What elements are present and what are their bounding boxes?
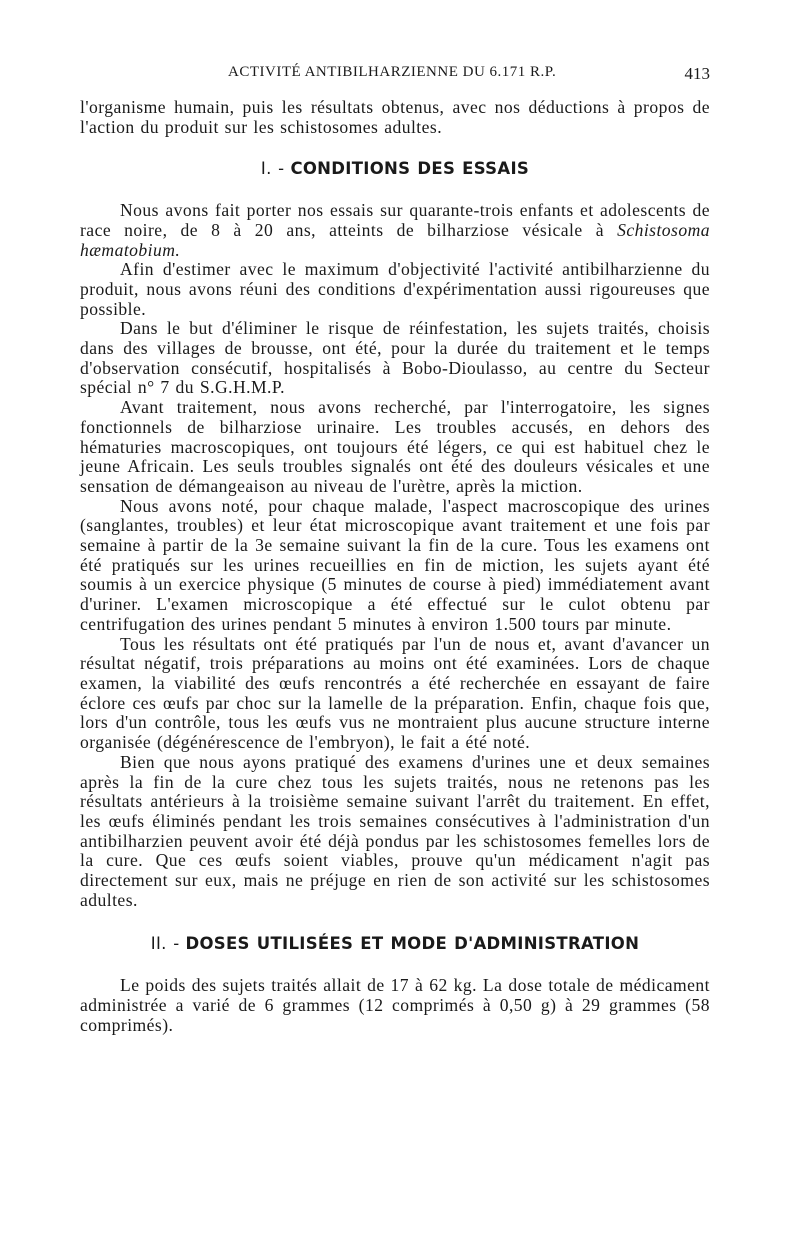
section-title: CONDITIONS DES ESSAIS — [290, 159, 530, 179]
intro-paragraph: l'organisme humain, puis les résultats obtenus, avec nos déductions à propos de l'action du produit sur les schistosomes adultes. — [80, 97, 710, 137]
running-header — [80, 64, 710, 86]
section-number: I. - — [260, 159, 285, 179]
paragraph-text: Nous avons fait porter nos essais sur quarante-trois enfants et adolescents de race noire, de 8 à 20 ans, atteints de bilharziose vésicale à — [80, 200, 710, 240]
species-name: Schistosoma hæmatobium. — [80, 219, 710, 260]
paragraph: Afin d'estimer avec le maximum d'objectivité l'activité antibilharzienne du produit, nous avons réuni des conditions d'expérimentation aussi rigoureuses que possible. — [80, 259, 710, 319]
running-title: ACTIVITÉ ANTIBILHARZIENNE DU 6.171 R.P. — [228, 64, 557, 80]
paragraph — [80, 201, 710, 260]
section-heading-conditions — [80, 159, 710, 179]
paragraph: Bien que nous ayons pratiqué des examens d'urines une et deux semaines après la fin de la cure chez tous les sujets traités, nous ne retenons pas les résultats antérieurs à la troisième semaine suivant l'arrêt du traitement. En effet, les œufs éliminés pendant les trois semaines consécutives à l'administration d'un antibilharzien peuvent avoir été déjà pondus par les schistosomes femelles lors de la cure. Que ces œufs soient viables, prouve qu'un médicament n'agit pas directement sur eux, mais ne préjuge en rien de son activité sur les schistosomes adultes. — [80, 751, 710, 910]
paragraph: Le poids des sujets traités allait de 17 à 62 kg. La dose totale de médicament administrée a varié de 6 grammes (12 comprimés à 0,50 g) à 29 grammes (58 comprimés). — [80, 975, 710, 1035]
section-title: DOSES UTILISÉES ET MODE D'ADMINISTRATION — [185, 934, 640, 954]
paragraph: Tous les résultats ont été pratiqués par l'un de nous et, avant d'avancer un résultat négatif, trois préparations au moins ont été examinées. Lors de chaque examen, la viabilité des œufs rencontrés a été recherchée en essayant de faire éclore ces œufs par choc sur la lamelle de la préparation. Enfin, chaque fois que, lors d'un contrôle, tous les œufs vus ne montraient plus aucune structure interne organisée (dégénérescence de l'embryon), le fait a été noté. — [80, 633, 710, 753]
section-heading-doses — [80, 934, 710, 954]
paragraph: Avant traitement, nous avons recherché, par l'interrogatoire, les signes fonctionnels de bilharziose urinaire. Les troubles accusés, en dehors des hématuries macroscopiques, ont toujours été légers, ce qui est habituel chez le jeune Africain. Les seuls troubles signalés ont été des douleurs vésicales et une sensation de démangeaison au niveau de l'urètre, après la miction. — [80, 397, 710, 496]
paragraph: Dans le but d'éliminer le risque de réinfestation, les sujets traités, choisis dans des villages de brousse, ont été, pour la durée du traitement et le temps d'observation consécutif, hospitalisés à Bobo-Dioulasso, au centre du Secteur spécial n° 7 du S.G.H.M.P. — [80, 318, 710, 398]
page-number: 413 — [684, 64, 710, 83]
paragraph: Nous avons noté, pour chaque malade, l'aspect macroscopique des urines (sanglantes, troubles) et leur état microscopique avant traitement et une fois par semaine à partir de la 3e semaine suivant la fin de la cure. Tous les examens ont été pratiqués sur les urines recueillies en fin de miction, les sujets ayant été soumis à un exercice physique (5 minutes de course à pied) immédiatement avant d'uriner. L'examen microscopique a été effectué sur le culot obtenu par centrifugation des urines pendant 5 minutes à environ 1.500 tours par minute. — [80, 495, 710, 634]
section-number: II. - — [150, 934, 180, 954]
article-body — [80, 98, 710, 1035]
